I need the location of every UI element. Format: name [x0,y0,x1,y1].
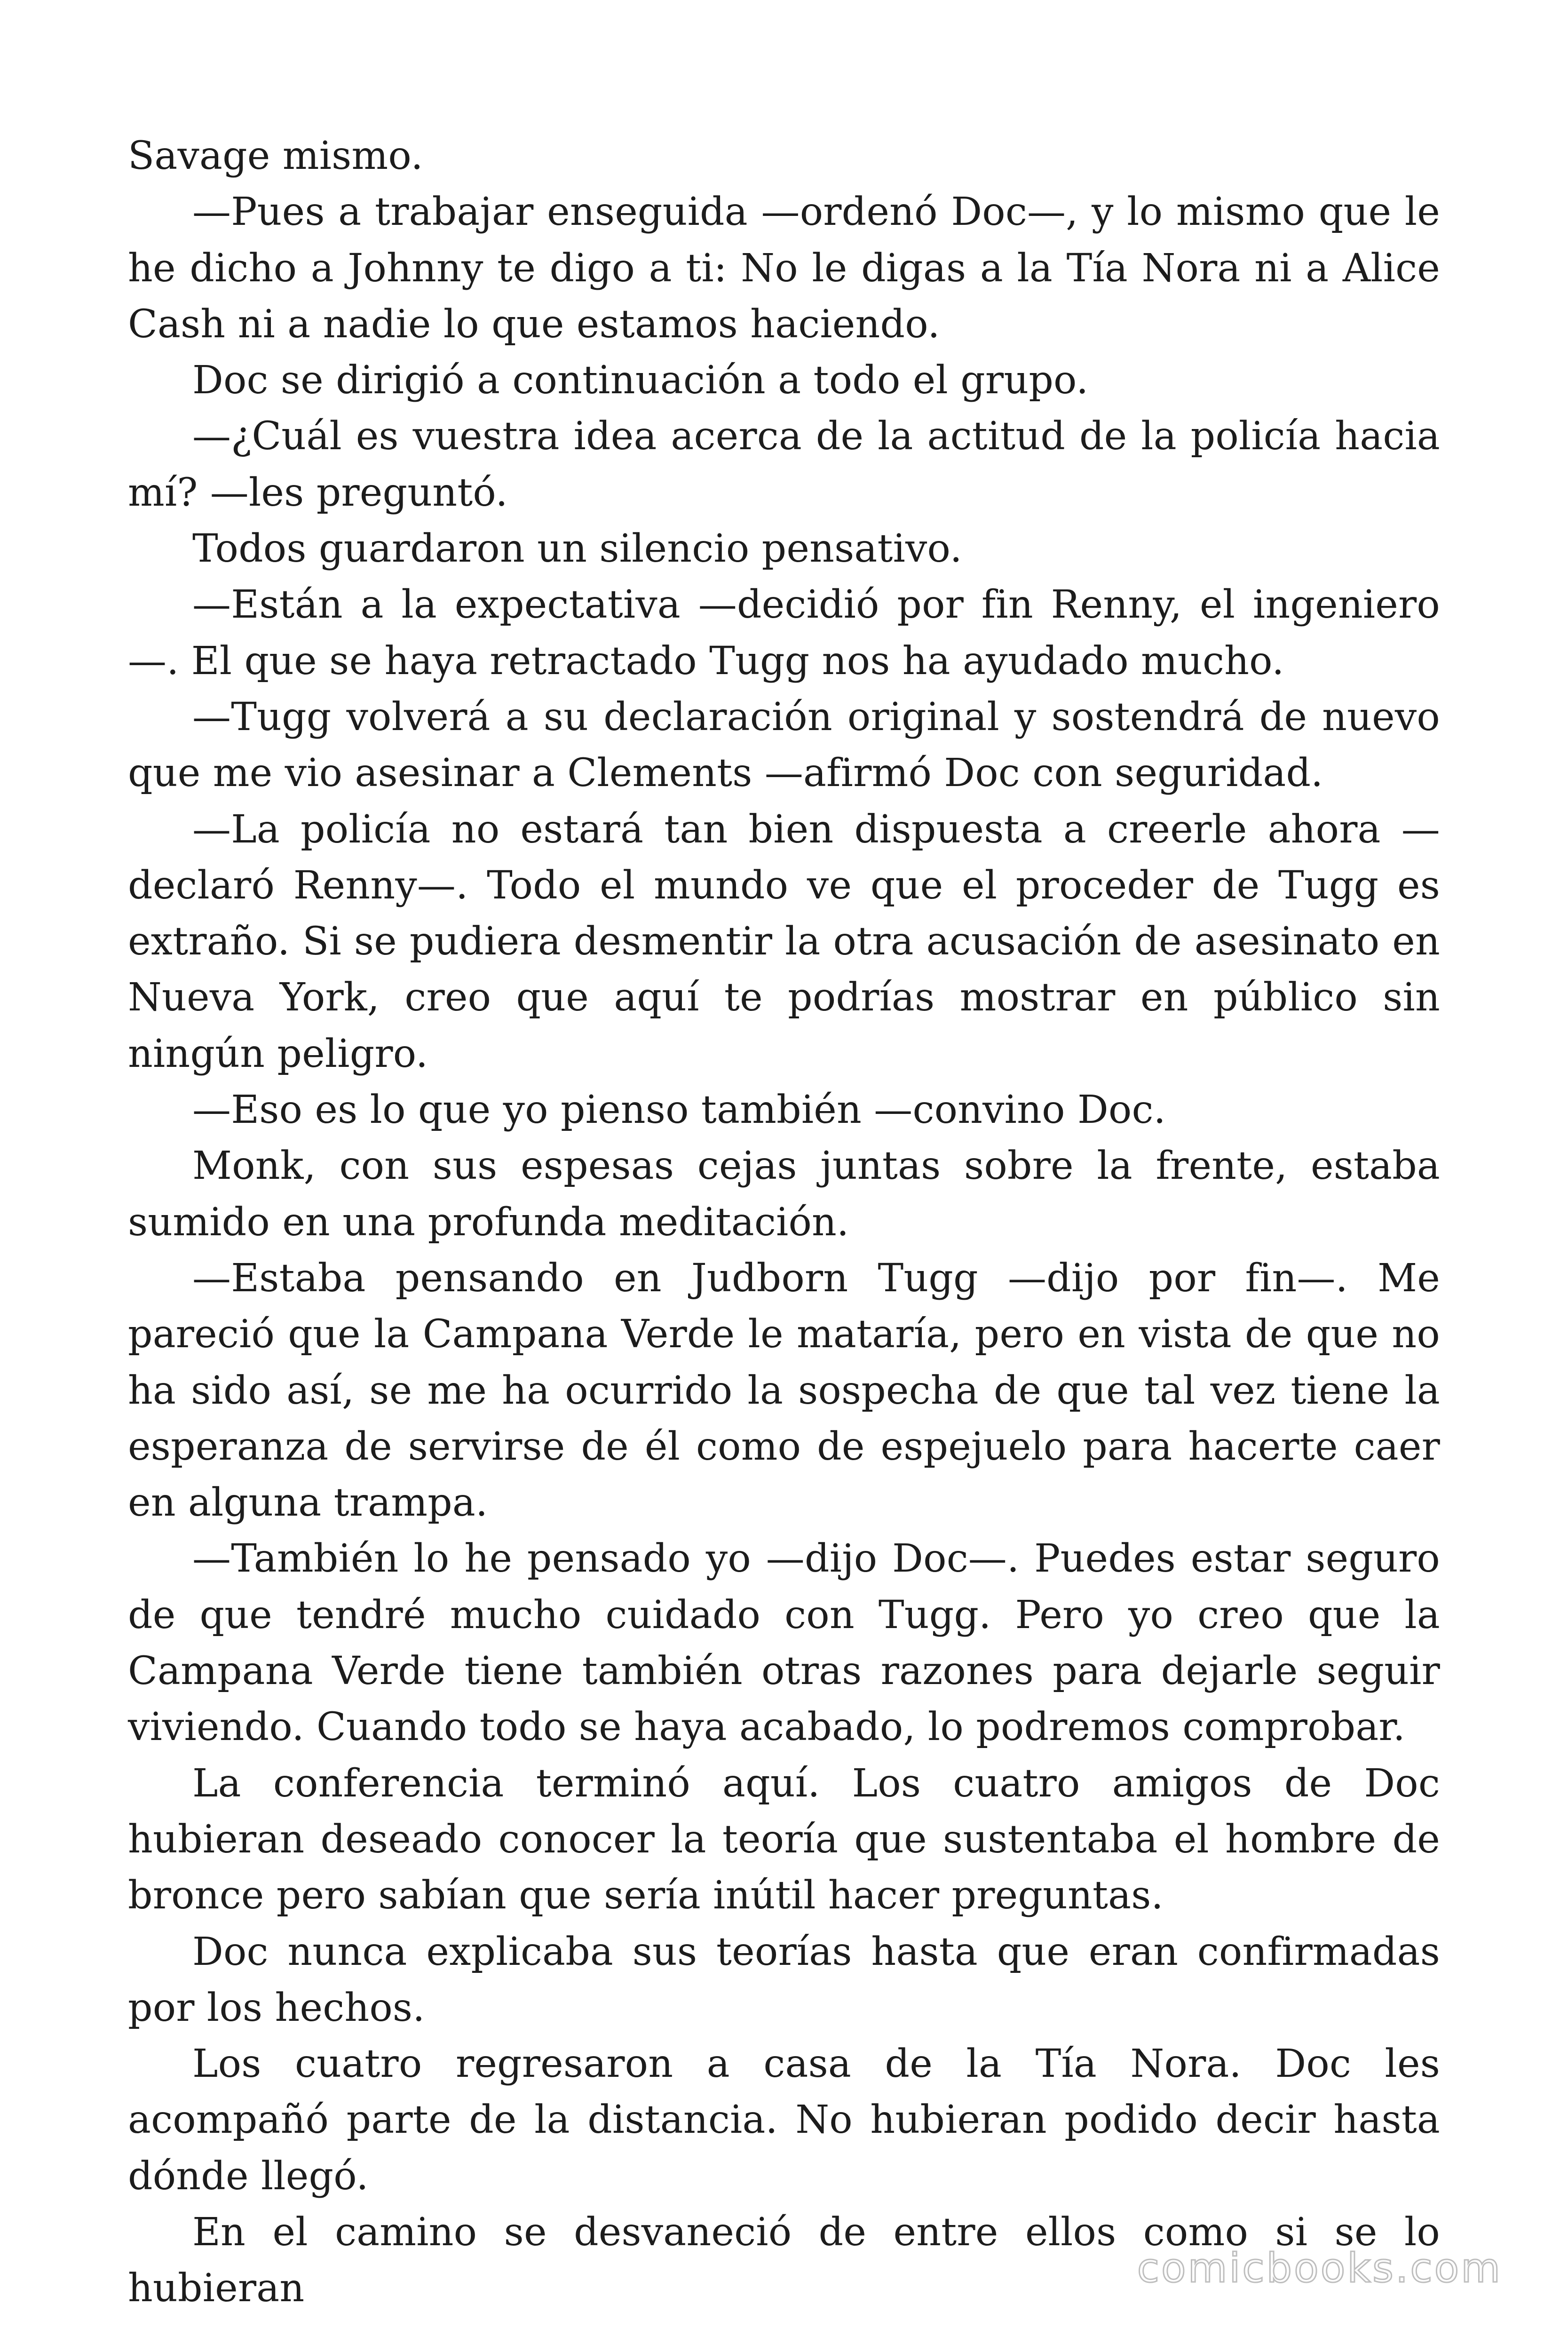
paragraph: Doc se dirigió a continuación a todo el grupo. [192,358,1089,403]
page-text [128,128,1440,2317]
paragraph: —¿Cuál es vuestra idea acerca de la actitud de la policía hacia mí? —les preguntó. [128,414,1440,515]
watermark: comicbooks.com [1137,2245,1502,2292]
paragraph: —Eso es lo que yo pienso también —convino Doc. [192,1088,1166,1133]
paragraph: Doc nunca explicaba sus teorías hasta que eran confirmadas por los hechos. [128,1929,1440,2030]
paragraph: En el camino se desvaneció de entre ellos como si se lo hubieran [128,2209,1440,2311]
paragraph: Los cuatro regresaron a casa de la Tía Nora. Doc les acompañó parte de la distancia. No hubieran podido decir hasta dónde llegó. [128,2042,1440,2199]
paragraph: —Pues a trabajar enseguida —ordenó Doc—, y lo mismo que le he dicho a Johnny te digo a ti: No le digas a la Tía Nora ni a Alice Cash ni a nadie lo que estamos haciendo. [128,190,1440,347]
paragraph: —Están a la expectativa —decidió por fin Renny, el ingeniero—. El que se haya retractado Tugg nos ha ayudado mucho. [128,582,1440,683]
paragraph: Todos guardaron un silencio pensativo. [192,526,962,572]
paragraph: —También lo he pensado yo —dijo Doc—. Puedes estar seguro de que tendré mucho cuidado con Tugg. Pero yo creo que la Campana Verde tiene también otras razones para dejarle seguir viviendo. Cuando todo se haya acabado, lo podremos comprobar. [128,1536,1440,1750]
paragraph: —Tugg volverá a su declaración original y sostendrá de nuevo que me vio asesinar a Clements —afirmó Doc con seguridad. [128,694,1440,796]
paragraph: Monk, con sus espesas cejas juntas sobre la frente, estaba sumido en una profunda meditación. [128,1144,1440,1245]
paragraph: Savage mismo. [128,134,423,178]
paragraph: La conferencia terminó aquí. Los cuatro amigos de Doc hubieran deseado conocer la teoría que sustentaba el hombre de bronce pero sabían que sería inútil hacer preguntas. [128,1761,1440,1918]
paragraph: —La policía no estará tan bien dispuesta a creerle ahora —declaró Renny—. Todo el mundo ve que el proceder de Tugg es extraño. Si se pudiera desmentir la otra acusación de asesinato en Nueva York, creo que aquí te podrías mostrar en público sin ningún peligro. [128,807,1440,1076]
paragraph: —Estaba pensando en Judborn Tugg —dijo por fin—. Me pareció que la Campana Verde le mataría, pero en vista de que no ha sido así, se me ha ocurrido la sospecha de que tal vez tiene la esperanza de servirse de él como de espejuelo para hacerte caer en alguna trampa. [128,1255,1440,1526]
